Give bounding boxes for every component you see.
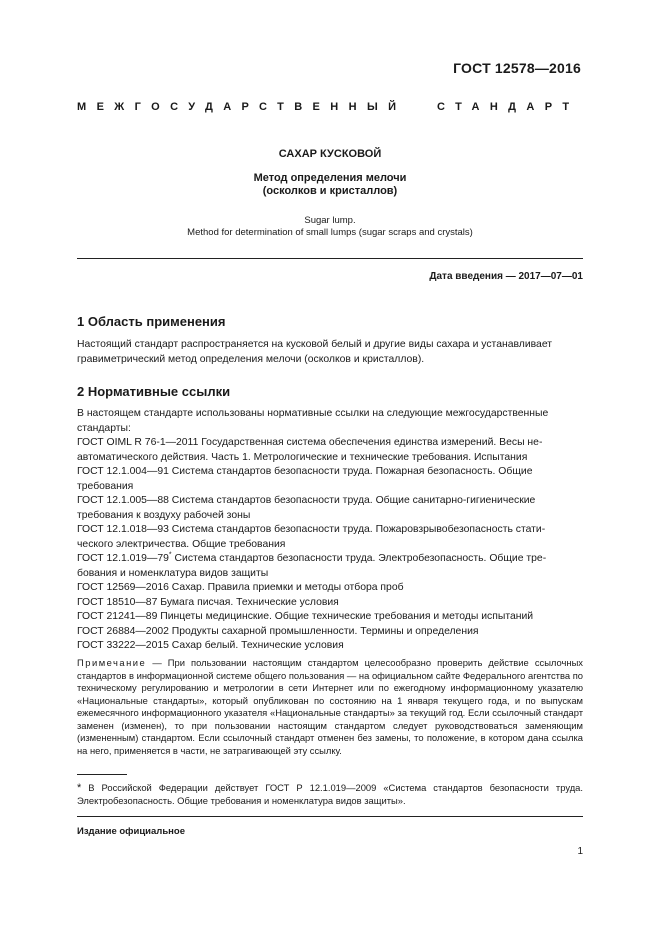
reference-line: бования и номенклатура видов защиты (77, 567, 269, 579)
page-number: 1 (577, 846, 583, 857)
reference-line: автоматического действия. Часть 1. Метрологические и технические требования. Испытания (77, 451, 528, 463)
english-title-line-1: Sugar lump. (304, 215, 356, 226)
section-2-body (77, 407, 583, 654)
edition-divider (77, 816, 583, 817)
reference-item (77, 523, 583, 552)
reference-item (77, 639, 583, 654)
standard-heading: СТАНДАРТ (437, 101, 580, 113)
reference-item (77, 552, 583, 581)
reference-line: ГОСТ 12.1.004—91 Система стандартов безопасности труда. Пожарная безопасность. Общие (77, 466, 533, 477)
reference-line: требования к воздуху рабочей зоны (77, 509, 251, 521)
document-number: ГОСТ 12578—2016 (453, 60, 581, 76)
reference-line: ГОСТ 26884—2002 Продукты сахарной промышленности. Термины и определения (77, 625, 479, 637)
footnote-divider (77, 774, 127, 775)
section-1-heading: 1 Область применения (77, 314, 226, 329)
reference-item (77, 465, 583, 494)
reference-line: ГОСТ 12.1.018—93 Система стандартов безопасности труда. Пожаровзрывобезопасность стати- (77, 524, 546, 535)
reference-line: ГОСТ 12569—2016 Сахар. Правила приемки и методы отбора проб (77, 582, 404, 593)
edition-label: Издание официальное (77, 826, 185, 837)
reference-item (77, 596, 583, 611)
section-1-text (77, 338, 583, 367)
reference-line: ГОСТ 33222—2015 Сахар белый. Технические условия (77, 640, 344, 651)
section-2-intro-line-2: стандарты: (77, 422, 131, 434)
reference-item (77, 581, 583, 596)
interstate-heading: МЕЖГОСУДАРСТВЕННЫЙ (77, 101, 407, 113)
reference-line: ГОСТ 21241—89 Пинцеты медицинские. Общие технические требования и методы испытаний (77, 611, 534, 622)
section-1-line-2: гравиметрический метод определения мелочи (осколков и кристаллов). (77, 353, 425, 365)
reference-code: ГОСТ 12.1.019—79 (77, 553, 169, 564)
reference-item (77, 610, 583, 625)
english-title (77, 215, 583, 239)
footnote-text: В Российской Федерации действует ГОСТ Р 12.1.019—2009 «Система стандартов безопасности труда. Электробезопасность. Общие требования и номенклатура видов защиты». (77, 782, 583, 806)
reference-item (77, 625, 583, 640)
footnote-marker: * (168, 551, 172, 559)
introduction-date: Дата введения — 2017—07—01 (429, 271, 583, 282)
document-title: САХАР КУСКОВОЙ (278, 148, 382, 160)
section-2-heading: 2 Нормативные ссылки (77, 384, 231, 399)
reference-line: ГОСТ 12.1.005—88 Система стандартов безопасности труда. Общие санитарно-гигиенические (77, 495, 536, 506)
reference-line (77, 552, 583, 567)
reference-item (77, 494, 583, 523)
footnote (77, 782, 583, 807)
note-text: — При пользовании настоящим стандартом целесообразно проверить действие ссылочных стандартов в информационной системе общего пользования — на официальном сайте Федерального агентства по техническому регулированию и метрологии в сети Интернет или по ежегодному информационному указателю «Национальные стандарты», который опубликован по состоянию на 1 января текущего года, и по выпускам ежемесячного информационного указателя «Национальные стандарты» за текущий год. Если ссылочный стандарт заменен (изменен), то при пользовании настоящим стандартом следует руководствоваться заменяющим (измененным) стандартом. Если ссылочный стандарт отменен без замены, то положение, в котором дана ссылка на него, применяется в части, не затрагивающей эту ссылку. (77, 657, 583, 756)
reference-title: Система стандартов безопасности труда. Электробезопасность. Общие тре- (171, 553, 547, 564)
reference-line: ческого электричества. Общие требования (77, 538, 286, 550)
reference-line: ГОСТ OIML R 76-1—2011 Государственная система обеспечения единства измерений. Весы не- (77, 437, 543, 448)
reference-line: требования (77, 480, 134, 492)
english-title-line-2: Method for determination of small lumps (sugar scraps and crystals) (187, 227, 473, 238)
subtitle-line-1: Метод определения мелочи (253, 172, 407, 184)
reference-item (77, 436, 583, 465)
document-subtitle (77, 172, 583, 198)
note-label: Примечание (77, 657, 147, 668)
section-1-line-1: Настоящий стандарт распространяется на кусковой белый и другие виды сахара и устанавливает (77, 339, 553, 350)
section-2-intro-line-1: В настоящем стандарте использованы нормативные ссылки на следующие межгосударственные (77, 408, 549, 419)
note-block (77, 657, 583, 757)
footnote-mark: * (77, 782, 82, 794)
title-divider (77, 258, 583, 259)
subtitle-line-2: (осколков и кристаллов) (262, 185, 398, 197)
reference-line: ГОСТ 18510—87 Бумага писчая. Технические условия (77, 596, 339, 608)
